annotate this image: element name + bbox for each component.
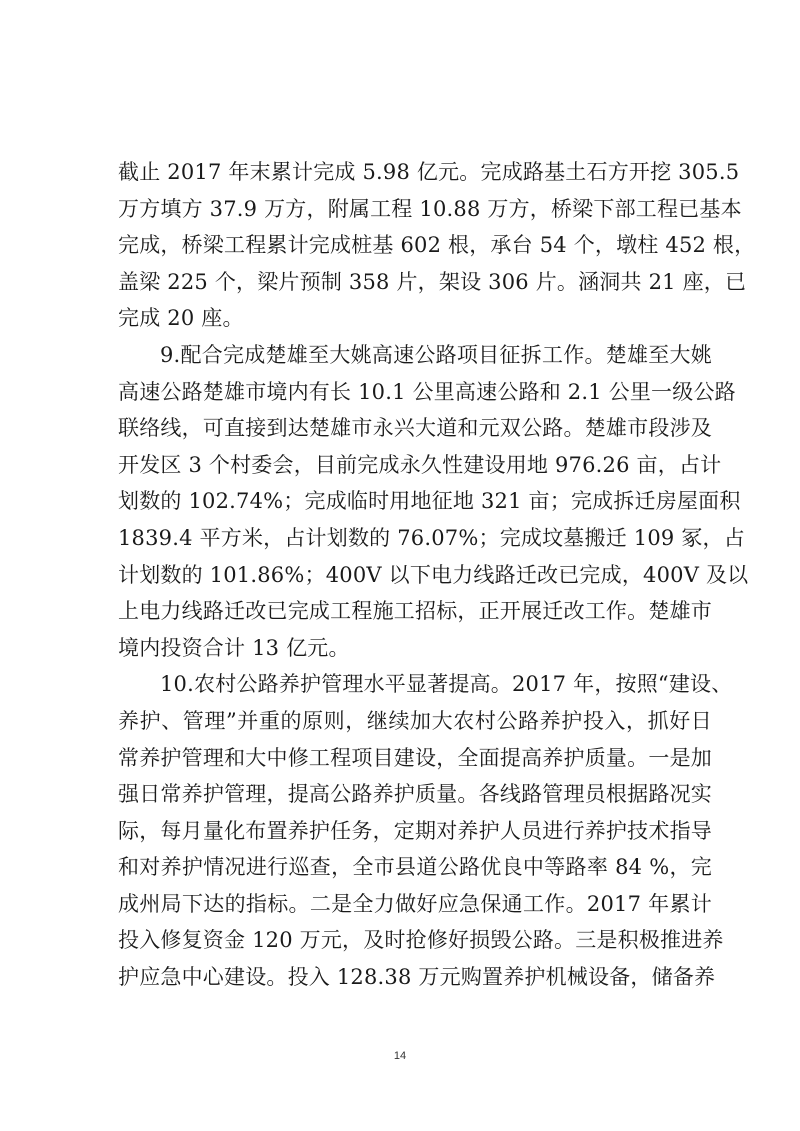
text-line: 万方填方 37.9 万方，附属工程 10.88 万方，桥梁下部工程已基本	[118, 196, 742, 221]
text-line: 投入修复资金 120 万元，及时抢修好损毁公路。三是积极推进养	[118, 928, 724, 953]
text-line: 上电力线路迁改已完成工程施工招标，正开展迁改工作。楚雄市	[118, 599, 712, 624]
text-line: 高速公路楚雄市境内有长 10.1 公里高速公路和 2.1 公里一级公路	[118, 379, 736, 404]
text-line: 计划数的 101.86%；400V 以下电力线路迁改已完成，400V 及以	[118, 562, 749, 587]
text-line: 划数的 102.74%；完成临时用地征地 321 亩；完成拆迁房屋面积	[118, 489, 741, 514]
paragraph-heading-10: 10.农村公路养护管理水平显著提高。2017 年，按照“建设、	[160, 672, 733, 697]
body-text	[118, 154, 756, 996]
text-line: 1839.4 平方米，占计划数的 76.07%；完成坟墓搬迁 109 冢，占	[118, 525, 745, 550]
text-line: 强日常养护管理，提高公路养护质量。各线路管理员根据路况实	[118, 782, 712, 807]
text-line: 截止 2017 年末累计完成 5.98 亿元。完成路基土石方开挖 305.5	[118, 160, 740, 184]
text-line: 成州局下达的指标。二是全力做好应急保通工作。2017 年累计	[118, 891, 712, 916]
text-line: 完成 20 座。	[118, 306, 244, 331]
text-line: 护应急中心建设。投入 128.38 万元购置养护机械设备，储备养	[118, 965, 716, 990]
text-line: 完成，桥梁工程累计完成桩基 602 根，承台 54 个，墩柱 452 根，	[118, 233, 756, 258]
text-line: 盖梁 225 个，梁片预制 358 片，架设 306 片。涵洞共 21 座，已	[118, 269, 747, 294]
paragraph-heading-9: 9.配合完成楚雄至大姚高速公路项目征拆工作。楚雄至大姚	[160, 342, 712, 367]
text-line: 开发区 3 个村委会，目前完成永久性建设用地 976.26 亩，占计	[118, 452, 722, 477]
text-line: 常养护管理和大中修工程项目建设，全面提高养护质量。一是加	[118, 745, 712, 770]
text-line: 际，每月量化布置养护任务，定期对养护人员进行养护技术指导	[118, 818, 712, 843]
text-line: 联络线，可直接到达楚雄市永兴大道和元双公路。楚雄市段涉及	[118, 416, 712, 441]
text-line: 养护、管理”并重的原则，继续加大农村公路养护投入，抓好日	[118, 708, 712, 733]
page-number: 14	[393, 1050, 407, 1062]
text-line: 和对养护情况进行巡查，全市县道公路优良中等路率 84 %，完	[118, 855, 712, 880]
text-line: 境内投资合计 13 亿元。	[118, 635, 350, 660]
